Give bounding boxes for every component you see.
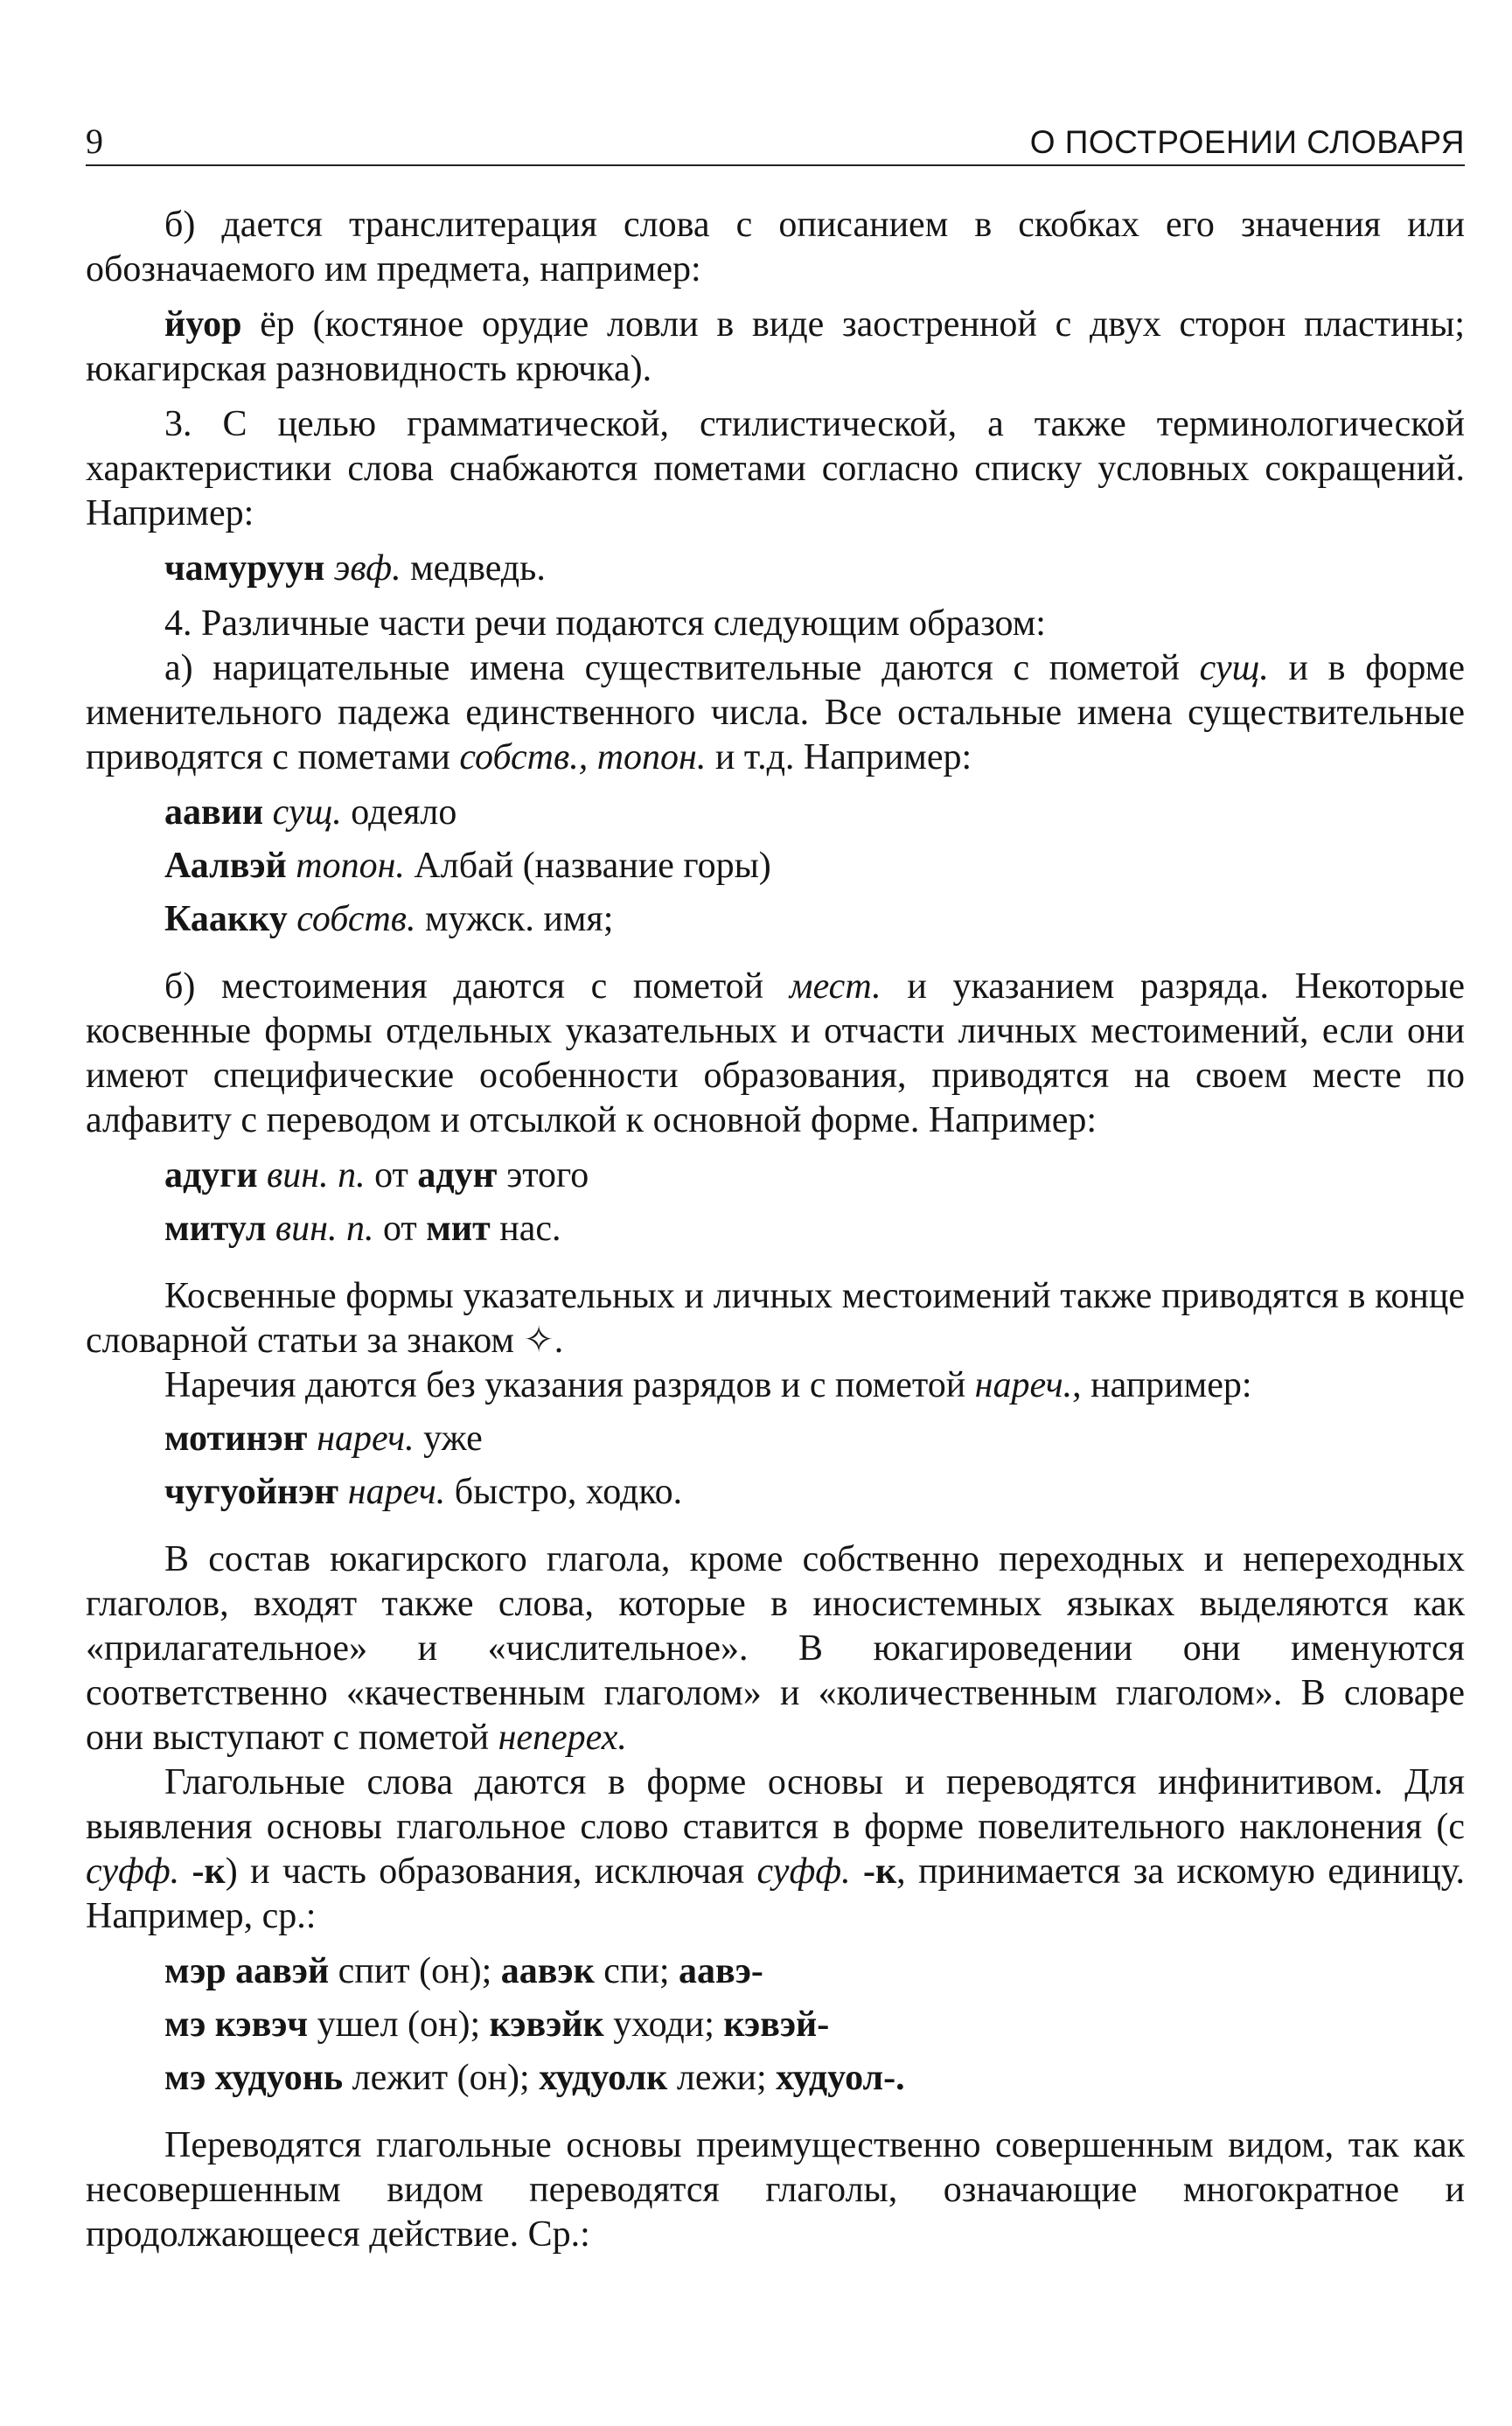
verb-example-row: мэ худуонь лежит (он); худуолк лежи; худуол-. bbox=[164, 2058, 905, 2098]
headword: митул bbox=[164, 1209, 267, 1249]
definition: одеяло bbox=[341, 792, 457, 833]
verb-example-row: мэр аавэй спит (он); аавэк спи; аавэ- bbox=[164, 1951, 763, 1991]
headword: Аалвэй bbox=[164, 846, 287, 886]
example-yuor bbox=[86, 303, 1465, 392]
reference-word: адуҥ bbox=[417, 1155, 498, 1196]
headword: чугуойнэҥ bbox=[164, 1472, 339, 1512]
label: суфф. bbox=[756, 1851, 851, 1892]
definition: нас. bbox=[490, 1209, 561, 1249]
paragraph-adverbs: Наречия даются без указания разрядов и с пометой нареч., например: bbox=[164, 1365, 1252, 1405]
definition: уже bbox=[414, 1419, 483, 1459]
label: сущ. bbox=[1199, 648, 1269, 688]
page-number: 9 bbox=[86, 122, 103, 161]
label: сущ. bbox=[263, 792, 342, 833]
example-mitul: митул вин. п. от мит нас. bbox=[164, 1209, 561, 1249]
paragraph-verb-stems: Глагольные слова даются в форме основы и переводятся инфинитивом. Для выявления основы глагольное слово ставится в форме повелительного наклонения (с суфф. -к) и часть образования, исключая суфф. -к, принимается за искомую единицу. Например, ср.: bbox=[86, 1762, 1465, 1936]
label: неперех. bbox=[498, 1718, 627, 1758]
label: собств. bbox=[287, 899, 416, 939]
headword: мотинэҥ bbox=[164, 1419, 308, 1459]
label: нареч. bbox=[307, 1419, 415, 1459]
label: вин. п. bbox=[266, 1209, 374, 1249]
label: собств., топон. bbox=[459, 737, 707, 777]
example-kaakku bbox=[86, 897, 1465, 942]
paragraph-labels: 3. С целью грамматической, стилистической, а также терминологической характеристики слова снабжаются пометами согласно списку условных сокращений. Например: bbox=[86, 404, 1465, 533]
label: суфф. bbox=[86, 1851, 180, 1892]
example-motinen bbox=[86, 1417, 1465, 1461]
example-chamuruun bbox=[86, 547, 1465, 591]
headword: йуор bbox=[164, 304, 242, 345]
label: нареч. bbox=[338, 1472, 446, 1512]
label: вин. п. bbox=[257, 1155, 366, 1196]
definition: медведь. bbox=[401, 548, 546, 589]
example-aalvei bbox=[86, 844, 1465, 889]
definition: этого bbox=[497, 1155, 589, 1196]
definition: ёр (костяное орудие ловли в виде заостренной с двух сторон пластины; юкагирская разновидность крючка). bbox=[86, 304, 1465, 389]
label: мест. bbox=[789, 966, 881, 1007]
verb-example-row: мэ кэвэч ушел (он); кэвэйк уходи; кэвэй- bbox=[164, 2004, 830, 2045]
example-aavii bbox=[86, 791, 1465, 835]
page-body bbox=[86, 203, 1465, 2257]
label: эвф. bbox=[324, 548, 401, 589]
label: топон. bbox=[286, 846, 405, 886]
definition: Албай (название горы) bbox=[404, 846, 771, 886]
headword: адуги bbox=[164, 1155, 258, 1196]
running-head: О ПОСТРОЕНИИ СЛОВАРЯ bbox=[1029, 124, 1465, 160]
paragraph-aspect: Переводятся глагольные основы преимущественно совершенным видом, так как несовершенным видом переводятся глаголы, означающие многократное и продолжающееся действие. Ср.: bbox=[86, 2125, 1465, 2255]
example-adugi: адуги вин. п. от адуҥ этого bbox=[164, 1155, 589, 1196]
page-header bbox=[86, 112, 1465, 166]
paragraph-parts-of-speech: 4. Различные части речи подаются следующим образом: bbox=[164, 603, 1046, 644]
headword: Каакку bbox=[164, 899, 288, 939]
example-chuguoinen bbox=[86, 1470, 1465, 1515]
paragraph-verb-composition: В состав юкагирского глагола, кроме собственно переходных и непереходных глаголов, входят также слова, которые в иносистемных языках выделяются как «прилагательное» и «числительное». В юкагироведении они именуются соответственно «качественным глаголом» и «количественным глаголом». В словаре они выступают с пометой неперех. bbox=[86, 1539, 1465, 1758]
definition: быстро, ходко. bbox=[445, 1472, 683, 1512]
headword: чамуруун bbox=[164, 548, 325, 589]
reference-word: мит bbox=[426, 1209, 491, 1249]
paragraph-nouns: а) нарицательные имена существительные даются с пометой сущ. и в форме именительного падежа единственного числа. Все остальные имена существительные приводятся с пометами собств., топон. и т.д. Например: bbox=[86, 648, 1465, 777]
paragraph-transliteration: б) дается транслитерация слова с описанием в скобках его значения или обозначаемого им предмета, например: bbox=[86, 205, 1465, 289]
paragraph-pronouns: б) местоимения даются с пометой мест. и указанием разряда. Некоторые косвенные формы отдельных указательных и отчасти личных местоимений, если они имеют специфические особенности образования, приводятся на своем месте по алфавиту с переводом и отсылкой к основной форме. Например: bbox=[86, 966, 1465, 1140]
definition: мужск. имя; bbox=[415, 899, 614, 939]
paragraph-oblique-forms: Косвенные формы указательных и личных местоимений также приводятся в конце словарной статьи за знаком ✧. bbox=[86, 1276, 1465, 1361]
headword: аавии bbox=[164, 792, 264, 833]
label: нареч. bbox=[974, 1365, 1073, 1405]
